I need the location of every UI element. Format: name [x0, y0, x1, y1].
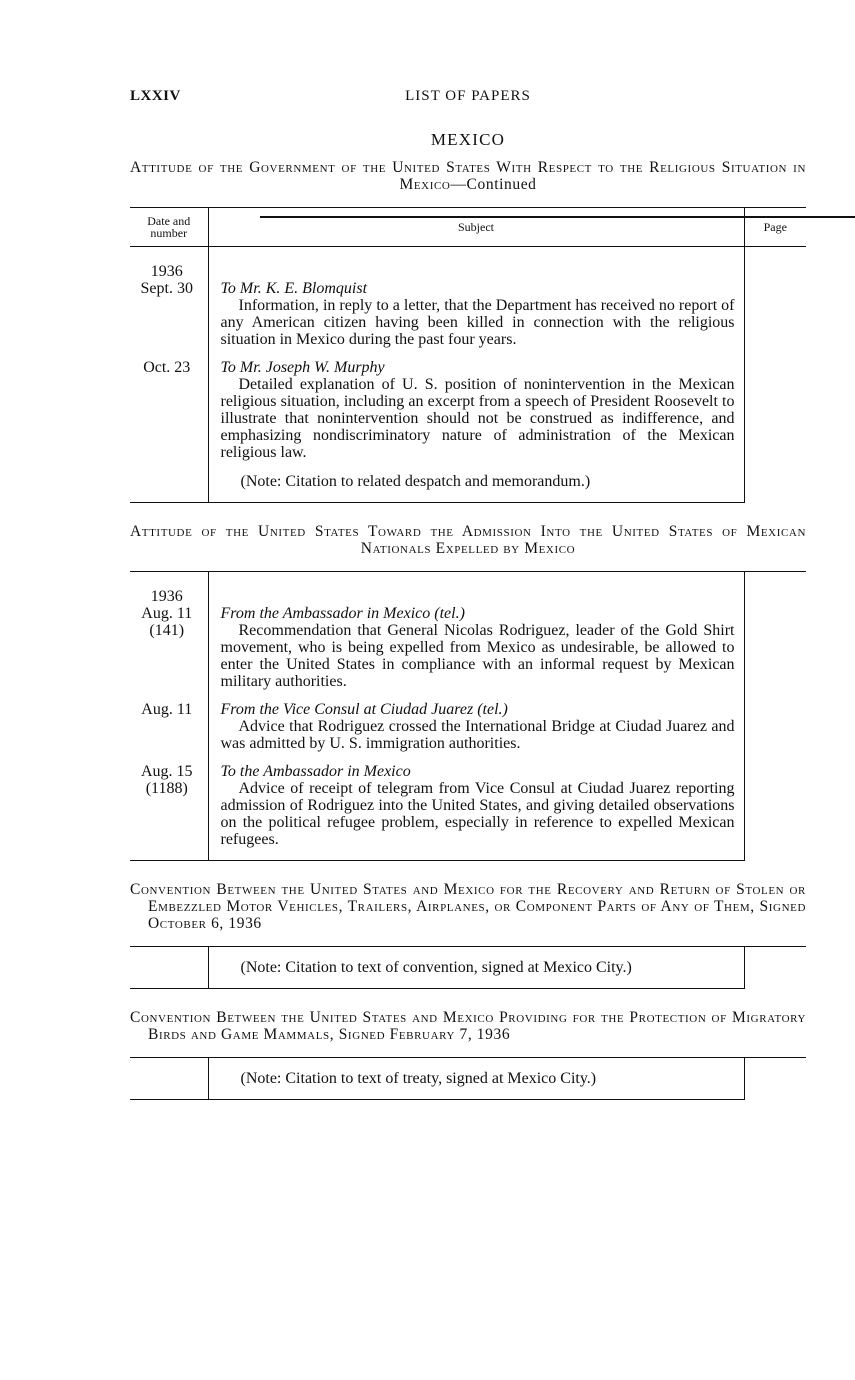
entry-date: Aug. 11	[141, 701, 193, 718]
column-header-page: Page	[744, 208, 806, 247]
section-heading-text: Attitude of the Government of the United States With Respect to the Religious Situation in Mexico	[130, 159, 806, 193]
column-header-subject: Subject	[208, 208, 744, 247]
country-heading: MEXICO	[430, 130, 506, 149]
subject-cell	[208, 572, 744, 691]
running-title: LIST OF PAPERS	[405, 88, 531, 104]
date-cell	[130, 690, 208, 752]
table-row	[130, 461, 806, 503]
papers-table-religious-situation	[130, 207, 806, 503]
table-row	[130, 572, 806, 691]
year-cell	[130, 247, 208, 349]
entry-addressee: To Mr. Joseph W. Murphy	[220, 359, 385, 376]
table-row	[130, 947, 806, 989]
entry-addressee: From the Ambassador in Mexico (tel.)	[220, 605, 465, 622]
date-cell	[130, 752, 208, 861]
note-cell	[208, 947, 744, 989]
document-page	[130, 88, 806, 1100]
note-text: (Note: Citation to text of convention, signed at Mexico City.)	[240, 959, 632, 976]
table-row	[130, 1058, 806, 1100]
entry-description: Detailed explanation of U. S. position of nonintervention in the Mexican religious situation, including an excerpt from a speech of President Roosevelt to illustrate that nonintervention should not be construed as indifference, and emphasizing nondiscriminatory nature of administration of the Mexican religious law.	[220, 376, 735, 461]
entry-addressee: From the Vice Consul at Ciudad Juarez (tel.)	[220, 701, 508, 718]
note-page	[260, 188, 855, 205]
papers-table-stolen-vehicles-convention	[130, 946, 806, 989]
page-cell	[260, 176, 855, 218]
subject-cell	[208, 690, 744, 752]
entry-number: (1188)	[145, 780, 188, 797]
entry-description: Recommendation that General Nicolas Rodriguez, leader of the Gold Shirt movement, who is being expelled from Mexico as undesirable, be allowed to enter the United States in compliance with an informal request by Mexican military authorities.	[220, 622, 735, 690]
subject-cell	[208, 247, 744, 349]
subject-cell	[208, 752, 744, 861]
column-header-date: Date and number	[130, 208, 208, 247]
date-cell	[130, 572, 208, 691]
note-text: (Note: Citation to text of treaty, signed at Mexico City.)	[240, 1070, 597, 1087]
entry-description: Advice that Rodriguez crossed the International Bridge at Ciudad Juarez and was admitted by U. S. immigration authorities.	[220, 718, 735, 752]
table-row	[130, 348, 806, 461]
running-head	[130, 88, 806, 112]
date-cell	[130, 348, 208, 461]
table-row	[130, 247, 806, 349]
entry-number: (141)	[149, 622, 185, 639]
entry-date: Sept. 30	[140, 280, 193, 297]
section-heading-mexican-nationals: Attitude of the United States Toward the Admission Into the United States of Mexican Nationals Expelled by Mexico	[130, 523, 806, 557]
entry-date: Aug. 15	[140, 763, 193, 780]
section-heading-migratory-birds-convention: Convention Between the United States and Mexico Providing for the Protection of Migratory Birds and Game Mammals, Signed February 7, 1936	[130, 1009, 806, 1043]
table-row	[130, 690, 806, 752]
page-folio: LXXIV	[130, 88, 181, 104]
note-cell	[208, 461, 744, 503]
section-heading-stolen-vehicles-convention: Convention Between the United States and Mexico for the Recovery and Return of Stolen or Embezzled Motor Vehicles, Trailers, Airplanes, or Component Parts of Any of Them, Signed October 6, 1936	[130, 881, 806, 932]
entry-description: Advice of receipt of telegram from Vice Consul at Ciudad Juarez reporting admission of Rodriguez into the United States, and giving detailed observations on the political refugee problem, especially in reference to expelled Mexican refugees.	[220, 780, 735, 848]
year-label: 1936	[150, 588, 183, 605]
entry-date: Aug. 11	[141, 605, 193, 622]
continued-label: —Continued	[450, 176, 537, 193]
entry-addressee: To the Ambassador in Mexico	[220, 763, 411, 780]
papers-table-migratory-birds-convention	[130, 1057, 806, 1100]
papers-table-mexican-nationals	[130, 571, 806, 861]
note-cell	[208, 1058, 744, 1100]
entry-description: Information, in reply to a letter, that the Department has received no report of any American citizen having been killed in connection with the religious situation in Mexico during the past four years.	[220, 297, 735, 348]
year-label: 1936	[150, 263, 183, 280]
entry-date: Oct. 23	[143, 359, 191, 376]
table-row	[130, 752, 806, 861]
note-text: (Note: Citation to related despatch and memorandum.)	[240, 473, 591, 490]
subject-cell	[208, 348, 744, 461]
entry-addressee: To Mr. K. E. Blomquist	[220, 280, 368, 297]
